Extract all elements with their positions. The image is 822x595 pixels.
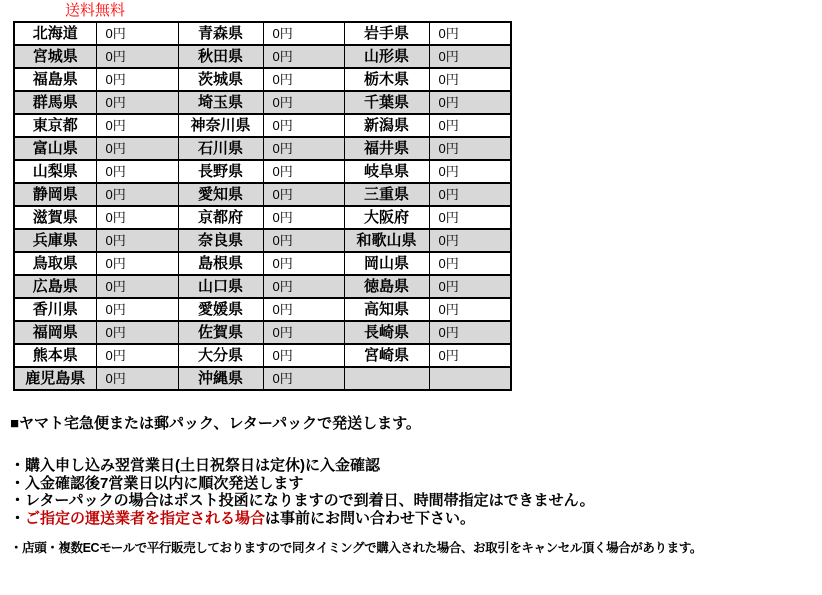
prefecture-cell: 富山県 [14, 137, 96, 160]
table-row [14, 160, 511, 183]
prefecture-cell: 三重県 [344, 183, 429, 206]
prefecture-cell: 鳥取県 [14, 252, 96, 275]
fee-cell: 0円 [96, 137, 178, 160]
prefecture-cell: 北海道 [14, 22, 96, 45]
fee-cell: 0円 [263, 91, 344, 114]
prefecture-cell: 広島県 [14, 275, 96, 298]
prefecture-cell: 滋賀県 [14, 206, 96, 229]
prefecture-cell: 長野県 [178, 160, 263, 183]
fee-cell: 0円 [429, 206, 511, 229]
fee-cell: 0円 [263, 367, 344, 390]
bullet-marker: ・ [10, 509, 26, 527]
table-row [14, 206, 511, 229]
fee-cell: 0円 [263, 68, 344, 91]
table-row [14, 298, 511, 321]
prefecture-cell: 岩手県 [344, 22, 429, 45]
table-row [14, 321, 511, 344]
fee-cell: 0円 [263, 183, 344, 206]
bullet-marker: ・ [10, 457, 26, 474]
prefecture-cell: 神奈川県 [178, 114, 263, 137]
fee-cell: 0円 [429, 45, 511, 68]
notes-bullet-list [10, 457, 810, 527]
fee-cell: 0円 [96, 68, 178, 91]
fee-cell: 0円 [96, 367, 178, 390]
fee-cell: 0円 [96, 160, 178, 183]
table-row [14, 252, 511, 275]
fee-cell: 0円 [96, 183, 178, 206]
prefecture-cell: 大分県 [178, 344, 263, 367]
prefecture-cell: 福井県 [344, 137, 429, 160]
note-bullet-text: レターパックの場合はポスト投函になりますので到着日、時間帯指定はできません。 [25, 492, 595, 509]
prefecture-cell: 山形県 [344, 45, 429, 68]
fee-cell: 0円 [429, 137, 511, 160]
prefecture-cell: 高知県 [344, 298, 429, 321]
prefecture-cell: 福岡県 [14, 321, 96, 344]
shipping-fee-table [13, 21, 512, 391]
note-bullet-payment-confirmation [10, 457, 810, 475]
prefecture-cell: 山梨県 [14, 160, 96, 183]
note-bullet-shipping-schedule [10, 475, 810, 493]
fee-cell: 0円 [96, 206, 178, 229]
prefecture-cell: 愛知県 [178, 183, 263, 206]
fee-cell: 0円 [263, 298, 344, 321]
bullet-marker: ・ [10, 492, 26, 509]
fee-cell: 0円 [263, 114, 344, 137]
fee-cell: 0円 [429, 183, 511, 206]
prefecture-cell: 群馬県 [14, 91, 96, 114]
prefecture-cell: 沖縄県 [178, 367, 263, 390]
prefecture-cell: 静岡県 [14, 183, 96, 206]
prefecture-cell: 鹿児島県 [14, 367, 96, 390]
fee-cell: 0円 [429, 160, 511, 183]
prefecture-cell: 岡山県 [344, 252, 429, 275]
fee-cell: 0円 [263, 137, 344, 160]
fee-cell: 0円 [263, 229, 344, 252]
note-bullet-text: 入金確認後7営業日以内に順次発送します [25, 474, 304, 492]
disclaimer-footnote: ・店頭・複数ECモールで平行販売しておりますので同タイミングで購入された場合、お取引をキャンセル頂く場合があります。 [10, 541, 702, 555]
fee-cell: 0円 [263, 22, 344, 45]
prefecture-cell: 新潟県 [344, 114, 429, 137]
prefecture-cell: 愛媛県 [178, 298, 263, 321]
fee-cell: 0円 [429, 229, 511, 252]
fee-cell: 0円 [429, 68, 511, 91]
fee-cell: 0円 [263, 160, 344, 183]
prefecture-cell [344, 367, 429, 390]
fee-cell: 0円 [429, 91, 511, 114]
prefecture-cell: 熊本県 [14, 344, 96, 367]
table-row [14, 344, 511, 367]
prefecture-cell: 福島県 [14, 68, 96, 91]
table-row [14, 45, 511, 68]
prefecture-cell: 徳島県 [344, 275, 429, 298]
prefecture-cell: 東京都 [14, 114, 96, 137]
note-bullet-letterpack [10, 492, 810, 510]
fee-cell: 0円 [429, 275, 511, 298]
fee-cell: 0円 [96, 91, 178, 114]
fee-cell: 0円 [429, 22, 511, 45]
fee-cell: 0円 [96, 275, 178, 298]
prefecture-cell: 秋田県 [178, 45, 263, 68]
prefecture-cell: 岐阜県 [344, 160, 429, 183]
fee-cell: 0円 [429, 344, 511, 367]
table-row [14, 114, 511, 137]
shipping-table-body [14, 22, 511, 390]
fee-cell: 0円 [429, 298, 511, 321]
fee-cell: 0円 [96, 252, 178, 275]
prefecture-cell: 島根県 [178, 252, 263, 275]
prefecture-cell: 千葉県 [344, 91, 429, 114]
prefecture-cell: 青森県 [178, 22, 263, 45]
bullet-marker: ・ [10, 474, 26, 492]
fee-cell: 0円 [96, 344, 178, 367]
prefecture-cell: 石川県 [178, 137, 263, 160]
fee-cell [429, 367, 511, 390]
fee-cell: 0円 [96, 22, 178, 45]
prefecture-cell: 栃木県 [344, 68, 429, 91]
table-row [14, 137, 511, 160]
prefecture-cell: 和歌山県 [344, 229, 429, 252]
fee-cell: 0円 [263, 275, 344, 298]
note-bullet-red-text: ご指定の運送業者を指定される場合 [25, 509, 266, 527]
note-bullet-text: 購入申し込み翌営業日(土日祝祭日は定休)に入金確認 [25, 457, 381, 474]
shipping-method-heading: ■ヤマト宅急便または郵パック、レターパックで発送します。 [10, 415, 421, 432]
fee-cell: 0円 [96, 229, 178, 252]
prefecture-cell: 大阪府 [344, 206, 429, 229]
fee-cell: 0円 [96, 45, 178, 68]
table-row [14, 68, 511, 91]
table-row [14, 91, 511, 114]
fee-cell: 0円 [96, 298, 178, 321]
prefecture-cell: 埼玉県 [178, 91, 263, 114]
prefecture-cell: 宮城県 [14, 45, 96, 68]
fee-cell: 0円 [263, 344, 344, 367]
prefecture-cell: 長崎県 [344, 321, 429, 344]
prefecture-cell: 宮崎県 [344, 344, 429, 367]
prefecture-cell: 香川県 [14, 298, 96, 321]
fee-cell: 0円 [96, 321, 178, 344]
fee-cell: 0円 [263, 321, 344, 344]
table-row [14, 367, 511, 390]
prefecture-cell: 茨城県 [178, 68, 263, 91]
prefecture-cell: 兵庫県 [14, 229, 96, 252]
prefecture-cell: 山口県 [178, 275, 263, 298]
free-shipping-label: 送料無料 [65, 2, 126, 19]
prefecture-cell: 佐賀県 [178, 321, 263, 344]
table-row [14, 183, 511, 206]
prefecture-cell: 京都府 [178, 206, 263, 229]
note-bullet-carrier-request [10, 510, 810, 528]
table-row [14, 275, 511, 298]
fee-cell: 0円 [263, 252, 344, 275]
fee-cell: 0円 [96, 114, 178, 137]
fee-cell: 0円 [429, 252, 511, 275]
table-row [14, 229, 511, 252]
fee-cell: 0円 [263, 206, 344, 229]
fee-cell: 0円 [263, 45, 344, 68]
prefecture-cell: 奈良県 [178, 229, 263, 252]
table-row [14, 22, 511, 45]
fee-cell: 0円 [429, 114, 511, 137]
note-bullet-text: は事前にお問い合わせ下さい。 [265, 509, 476, 527]
fee-cell: 0円 [429, 321, 511, 344]
shipping-notes [10, 415, 810, 556]
